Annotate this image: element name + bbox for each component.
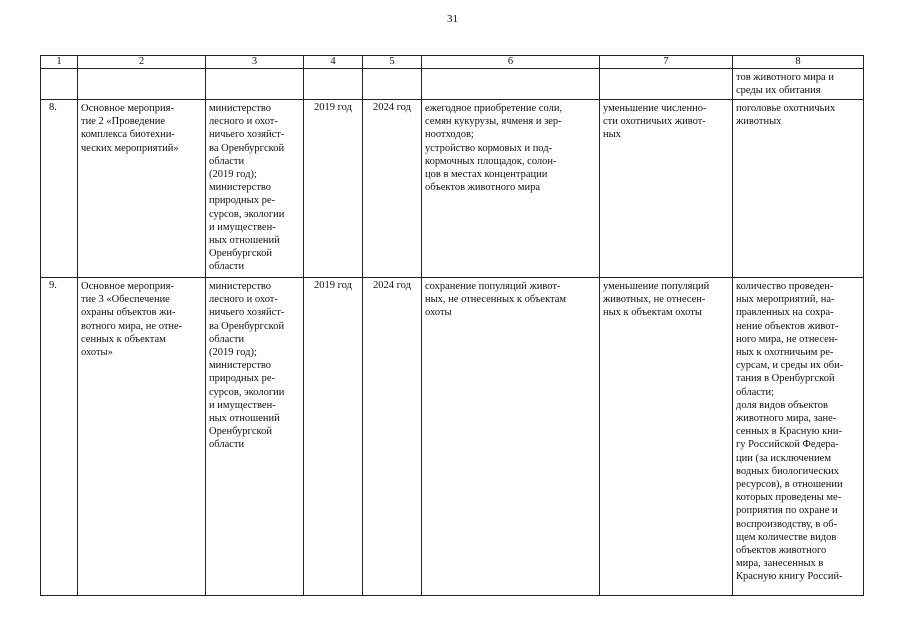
text-line: Оренбургской: [209, 426, 272, 438]
text-line: области;: [736, 386, 775, 398]
event-cell: [78, 278, 206, 596]
text-line: вотного мира, не отне-: [81, 320, 183, 332]
text-line: которых проведены ме-: [736, 492, 842, 504]
table-row: [41, 278, 864, 596]
consequences-cell: [600, 278, 733, 596]
text-line: устройство кормовых и под-: [425, 142, 553, 154]
text-line: доля видов объектов: [736, 399, 828, 411]
text-line: ничьего хозяйст-: [209, 307, 285, 319]
text-line: министерство: [209, 360, 272, 372]
column-header: 4: [304, 56, 363, 69]
text-line: ных отношений: [209, 413, 280, 425]
text-line: правленных на сохра-: [736, 307, 834, 319]
text-line: охоты»: [81, 347, 113, 359]
text-line: ных, не отнесенных к объектам: [425, 294, 567, 306]
text-line: лесного и охот-: [209, 116, 278, 128]
text-line: сурсам, и среды их оби-: [736, 360, 844, 372]
column-header: 7: [600, 56, 733, 69]
text-line: ции (за исключением: [736, 452, 831, 464]
text-line: Основное мероприя-: [81, 281, 174, 292]
text-line: и имуществен-: [209, 221, 276, 233]
indicators-text: [736, 101, 860, 128]
event-text: [81, 101, 202, 155]
table-cell: [78, 69, 206, 100]
text-line: (2019 год);: [209, 347, 257, 359]
consequences-text: [603, 101, 729, 142]
text-line: роприятия по охране и: [736, 505, 838, 517]
result-text: [425, 101, 596, 194]
text-line: тие 3 «Обеспечение: [81, 294, 170, 306]
column-header: 5: [363, 56, 422, 69]
text-line: животных, не отнесен-: [603, 294, 706, 306]
text-line: ных отношений: [209, 235, 280, 247]
text-line: охраны объектов жи-: [81, 307, 176, 319]
text-line: лесного и охот-: [209, 294, 278, 306]
text-line: сенных к объектам: [81, 333, 166, 345]
result-text: [425, 279, 596, 320]
indicators-text: [736, 279, 860, 584]
text-line: тов животного мира и: [736, 72, 834, 83]
text-line: объектов животного мира: [425, 182, 541, 194]
result-cell: [422, 278, 600, 596]
column-header: 6: [422, 56, 600, 69]
text-line: животного мира, зане-: [736, 413, 837, 425]
text-line: нение объектов живот-: [736, 320, 839, 332]
text-line: семян кукурузы, ячменя и зер-: [425, 116, 562, 128]
text-line: природных ре-: [209, 195, 275, 207]
indicators-cell: [733, 100, 864, 278]
consequences-cell: [600, 100, 733, 278]
text-line: области: [209, 261, 245, 273]
text-line: министерство: [209, 281, 272, 292]
text-line: сурсов, экологии: [209, 208, 285, 220]
text-line: ческих мероприятий»: [81, 142, 179, 154]
start-year: 2019 год: [304, 100, 363, 278]
column-header: 8: [733, 56, 864, 69]
text-line: тания в Оренбургской: [736, 373, 835, 385]
text-line: сохранение популяций живот-: [425, 281, 561, 292]
text-line: ва Оренбургской: [209, 320, 285, 332]
column-header: 3: [206, 56, 304, 69]
table-cell: [304, 69, 363, 100]
page-number: 31: [447, 13, 458, 25]
text-line: ного мира, не отнесен-: [736, 333, 838, 345]
table-cell: [422, 69, 600, 100]
text-line: сурсов, экологии: [209, 386, 285, 398]
text-line: и имуществен-: [209, 399, 276, 411]
text-line: среды их обитания: [736, 85, 821, 97]
text-line: воспроизводству, в об-: [736, 518, 838, 530]
row-number: 9.: [41, 278, 78, 596]
text-line: животных: [736, 116, 782, 128]
text-line: ежегодное приобретение соли,: [425, 103, 563, 114]
text-line: Оренбургской: [209, 248, 272, 260]
table-cell: [41, 69, 78, 100]
result-cell: [422, 100, 600, 278]
text-line: щем количестве видов: [736, 531, 837, 543]
text-line: ных к охотничьим ре-: [736, 347, 834, 359]
text-line: Красную книгу Россий-: [736, 571, 843, 583]
text-line: поголовье охотничьих: [736, 103, 836, 114]
text-line: количество проведен-: [736, 281, 834, 292]
text-line: ных мероприятий, на-: [736, 294, 835, 306]
text-line: цов в местах концентрации: [425, 169, 548, 181]
text-line: объектов животного: [736, 545, 827, 557]
text-line: области: [209, 333, 245, 345]
text-line: ных к объектам охоты: [603, 307, 702, 319]
executors-text: [209, 279, 300, 452]
text-line: гу Российской Федера-: [736, 439, 839, 451]
text-line: уменьшение популяций: [603, 281, 710, 292]
text-line: ноотходов;: [425, 129, 474, 141]
text-line: Основное мероприя-: [81, 103, 174, 114]
text-line: охоты: [425, 307, 452, 319]
indicators-text: [736, 70, 860, 97]
indicators-cell: [733, 278, 864, 596]
indicators-cell: [733, 69, 864, 100]
table-cell: [600, 69, 733, 100]
text-line: сенных в Красную кни-: [736, 426, 842, 438]
text-line: области: [209, 155, 245, 167]
event-text: [81, 279, 202, 359]
continuation-row: [41, 69, 864, 100]
executors-text: [209, 101, 300, 274]
text-line: министерство: [209, 182, 272, 194]
end-year: 2024 год: [363, 278, 422, 596]
executors-cell: [206, 100, 304, 278]
text-line: ных: [603, 129, 621, 141]
text-line: мира, занесенных в: [736, 558, 824, 570]
text-line: ва Оренбургской: [209, 142, 285, 154]
text-line: тие 2 «Проведение: [81, 116, 166, 128]
text-line: ресурсов), в отношении: [736, 479, 843, 491]
end-year: 2024 год: [363, 100, 422, 278]
text-line: природных ре-: [209, 373, 275, 385]
row-number: 8.: [41, 100, 78, 278]
text-line: сти охотничьих живот-: [603, 116, 706, 128]
column-header: 2: [78, 56, 206, 69]
measures-table: [40, 55, 864, 596]
text-line: министерство: [209, 103, 272, 114]
consequences-text: [603, 279, 729, 320]
text-line: ничьего хозяйст-: [209, 129, 285, 141]
event-cell: [78, 100, 206, 278]
text-line: комплекса биотехни-: [81, 129, 175, 141]
text-line: области: [209, 439, 245, 451]
text-line: (2019 год);: [209, 169, 257, 181]
text-line: водных биологических: [736, 465, 840, 477]
table-cell: [363, 69, 422, 100]
text-line: уменьшение численно-: [603, 103, 707, 114]
text-line: кормочных площадок, солон-: [425, 155, 557, 167]
column-header: 1: [41, 56, 78, 69]
executors-cell: [206, 278, 304, 596]
table-cell: [206, 69, 304, 100]
column-number-header: [41, 56, 864, 69]
table-row: [41, 100, 864, 278]
start-year: 2019 год: [304, 278, 363, 596]
